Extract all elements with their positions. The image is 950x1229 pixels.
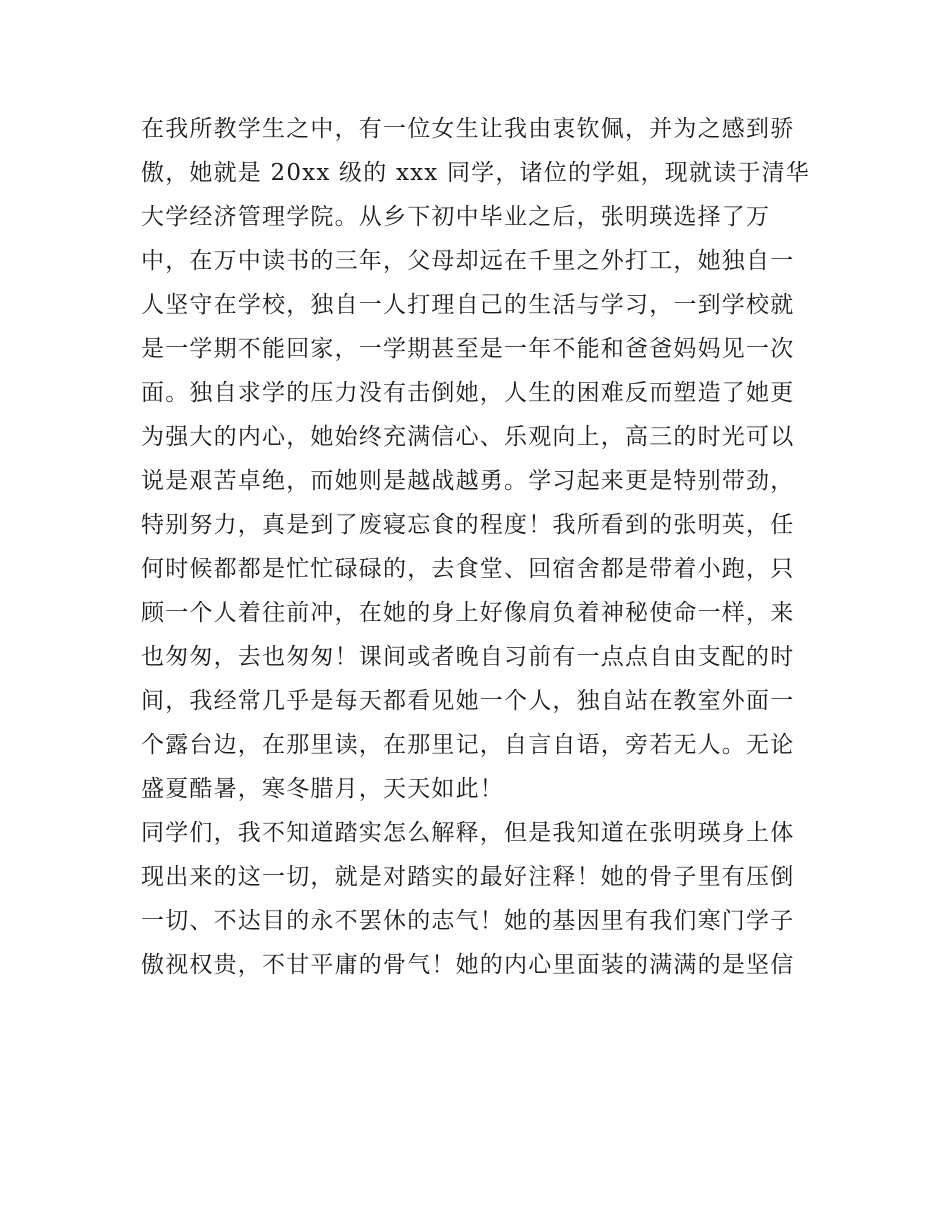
text-line: 盛夏酷暑，寒冬腊月，天天如此！ xyxy=(141,776,504,802)
text-line: 也匆匆，去也匆匆！课间或者晚自习前有一点点自由支配的时 xyxy=(141,644,795,670)
text-line: 人坚守在学校，独自一人打理自己的生活与学习，一到学校就 xyxy=(141,292,795,318)
text-line: 同学们，我不知道踏实怎么解释，但是我知道在张明瑛身上体 xyxy=(141,820,795,846)
text-line: 大学经济管理学院。从乡下初中毕业之后，张明瑛选择了万 xyxy=(141,204,771,230)
text-line: 一切、不达目的永不罢休的志气！她的基因里有我们寒门学子 xyxy=(141,908,795,934)
text-line: 傲视权贵，不甘平庸的骨气！她的内心里面装的满满的是坚信 xyxy=(141,952,795,978)
text-line: 特别努力，真是到了废寝忘食的程度！我所看到的张明英，任 xyxy=(141,512,795,538)
text-line: 是一学期不能回家，一学期甚至是一年不能和爸爸妈妈见一次 xyxy=(141,336,795,362)
paragraph-1 xyxy=(141,107,821,811)
text-line: 说是艰苦卓绝，而她则是越战越勇。学习起来更是特别带劲， xyxy=(141,468,795,494)
paragraph-2 xyxy=(141,811,821,987)
text-line: 为强大的内心，她始终充满信心、乐观向上，高三的时光可以 xyxy=(141,424,795,450)
text-line: 个露台边，在那里读，在那里记，自言自语，旁若无人。无论 xyxy=(141,732,795,758)
text-line: 在我所教学生之中，有一位女生让我由衷钦佩，并为之感到骄 xyxy=(141,116,795,142)
text-line: 面。独自求学的压力没有击倒她，人生的困难反而塑造了她更 xyxy=(141,380,795,406)
text-line: 何时候都都是忙忙碌碌的，去食堂、回宿舍都是带着小跑，只 xyxy=(141,556,795,582)
document-body xyxy=(141,107,821,987)
text-line: 顾一个人着往前冲，在她的身上好像肩负着神秘使命一样，来 xyxy=(141,600,795,626)
text-line: 现出来的这一切，就是对踏实的最好注释！她的骨子里有压倒 xyxy=(141,864,795,890)
text-line: 间，我经常几乎是每天都看见她一个人，独自站在教室外面一 xyxy=(141,688,795,714)
text-line: 傲，她就是 20xx 级的 xxx 同学，诸位的学姐，现就读于清华 xyxy=(141,160,810,186)
text-line: 中，在万中读书的三年，父母却远在千里之外打工，她独自一 xyxy=(141,248,795,274)
